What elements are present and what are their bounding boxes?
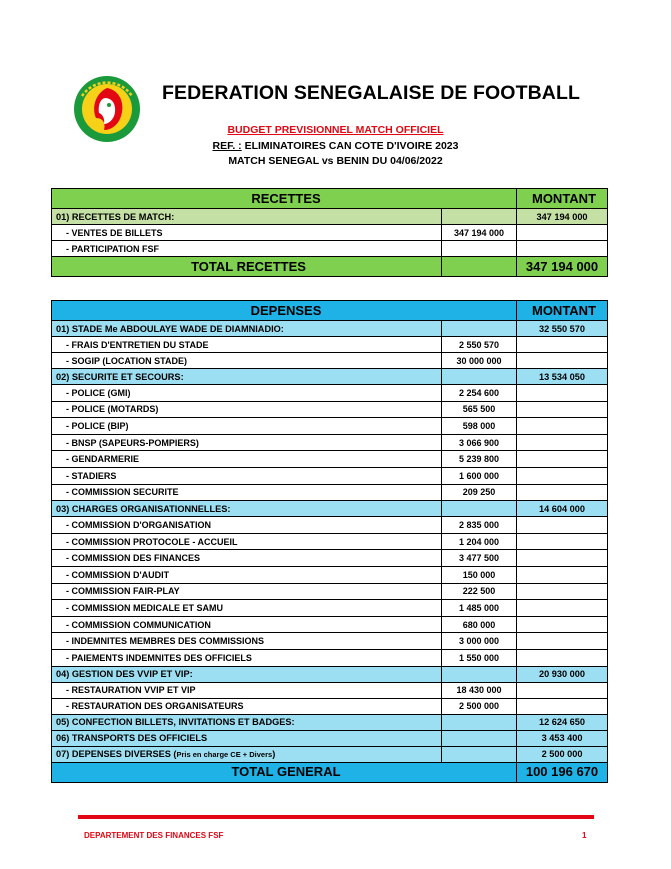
table-row	[52, 337, 608, 353]
depenses-section-row	[52, 501, 608, 517]
section-label: 04) GESTION DES VVIP ET VIP:	[52, 666, 442, 682]
recettes-header-label: RECETTES	[52, 189, 517, 209]
item-amount: 150 000	[442, 566, 517, 583]
item-amount: 565 500	[442, 401, 517, 418]
recettes-total-row	[52, 257, 608, 277]
item-amount: 680 000	[442, 616, 517, 633]
item-label: - STADIERS	[52, 467, 442, 484]
line07-row	[52, 746, 608, 762]
item-label: - SOGIP (LOCATION STADE)	[52, 353, 442, 369]
item-amount: 347 194 000	[442, 225, 517, 241]
depenses-table	[51, 300, 608, 783]
item-amount: 3 066 900	[442, 434, 517, 451]
section-label: 03) CHARGES ORGANISATIONNELLES:	[52, 501, 442, 517]
reference-line	[0, 140, 671, 152]
item-amount	[442, 241, 517, 257]
item-label: - COMMISSION PROTOCOLE - ACCUEIL	[52, 533, 442, 550]
table-row	[52, 649, 608, 666]
table-row	[52, 241, 608, 257]
line07-amount: 2 500 000	[517, 746, 608, 762]
table-row	[52, 484, 608, 501]
depenses-header-label: DEPENSES	[52, 301, 517, 321]
item-label: - PAIEMENTS INDEMNITES DES OFFICIELS	[52, 649, 442, 666]
line05-label: 05) CONFECTION BILLETS, INVITATIONS ET BADGES:	[52, 714, 442, 730]
section-label: 02) SECURITE ET SECOURS:	[52, 369, 442, 385]
table-row	[52, 434, 608, 451]
item-amount: 2 500 000	[442, 698, 517, 714]
depenses-total-row	[52, 762, 608, 782]
depenses-header-row	[52, 301, 608, 321]
item-label: - RESTAURATION VVIP ET VIP	[52, 682, 442, 698]
item-label: - POLICE (GMI)	[52, 385, 442, 402]
item-label: - RESTAURATION DES ORGANISATEURS	[52, 698, 442, 714]
ref-label: REF. :	[212, 140, 242, 152]
section-amount: 32 550 570	[517, 321, 608, 337]
recettes-table	[51, 188, 608, 277]
depenses-header-amount: MONTANT	[517, 301, 608, 321]
section-amount: 20 930 000	[517, 666, 608, 682]
footer-divider	[78, 815, 594, 819]
item-label: - PARTICIPATION FSF	[52, 241, 442, 257]
item-label: - COMMISSION MEDICALE ET SAMU	[52, 600, 442, 617]
budget-title: BUDGET PREVISIONNEL MATCH OFFICIEL	[227, 124, 444, 136]
item-label: - POLICE (BIP)	[52, 418, 442, 435]
item-amount: 209 250	[442, 484, 517, 501]
depenses-section-row	[52, 666, 608, 682]
item-label: - VENTES DE BILLETS	[52, 225, 442, 241]
item-label: - GENDARMERIE	[52, 451, 442, 468]
table-row	[52, 467, 608, 484]
table-row	[52, 698, 608, 714]
item-amount: 2 835 000	[442, 517, 517, 534]
item-label: - COMMISSION D'ORGANISATION	[52, 517, 442, 534]
item-amount: 3 477 500	[442, 550, 517, 567]
table-row	[52, 517, 608, 534]
total-amount: 100 196 670	[517, 762, 608, 782]
item-amount: 222 500	[442, 583, 517, 600]
line05-row	[52, 714, 608, 730]
total-label: TOTAL GENERAL	[52, 762, 517, 782]
table-row	[52, 385, 608, 402]
line07-label: 07) DEPENSES DIVERSES (Pris en charge CE + Divers)	[52, 746, 442, 762]
table-row	[52, 418, 608, 435]
item-amount: 598 000	[442, 418, 517, 435]
match-line: MATCH SENEGAL vs BENIN DU 04/06/2022	[228, 155, 443, 167]
item-label: - COMMISSION COMMUNICATION	[52, 616, 442, 633]
item-label: - POLICE (MOTARDS)	[52, 401, 442, 418]
item-label: - COMMISSION SECURITE	[52, 484, 442, 501]
line06-amount: 3 453 400	[517, 730, 608, 746]
item-amount: 1 600 000	[442, 467, 517, 484]
table-row	[52, 583, 608, 600]
recettes-section-row	[52, 209, 608, 225]
footer-department: DEPARTEMENT DES FINANCES FSF	[84, 831, 224, 840]
table-row	[52, 566, 608, 583]
table-row	[52, 401, 608, 418]
item-amount: 2 254 600	[442, 385, 517, 402]
item-amount: 1 204 000	[442, 533, 517, 550]
table-row	[52, 633, 608, 650]
recettes-header-row	[52, 189, 608, 209]
section-amount: 13 534 050	[517, 369, 608, 385]
table-row	[52, 550, 608, 567]
section-amount: 347 194 000	[517, 209, 608, 225]
item-label: - COMMISSION FAIR-PLAY	[52, 583, 442, 600]
total-amount: 347 194 000	[517, 257, 608, 277]
organization-title: FEDERATION SENEGALAISE DE FOOTBALL	[162, 82, 580, 104]
item-amount: 18 430 000	[442, 682, 517, 698]
item-amount: 30 000 000	[442, 353, 517, 369]
item-label: - COMMISSION DES FINANCES	[52, 550, 442, 567]
item-label: - COMMISSION D'AUDIT	[52, 566, 442, 583]
line07-note: Pris en charge CE + Divers	[176, 749, 273, 759]
line05-amount: 12 624 650	[517, 714, 608, 730]
table-row	[52, 616, 608, 633]
ref-text: ELIMINATOIRES CAN COTE D'IVOIRE 2023	[244, 140, 459, 152]
item-amount: 1 485 000	[442, 600, 517, 617]
line06-label: 06) TRANSPORTS DES OFFICIELS	[52, 730, 442, 746]
section-amount: 14 604 000	[517, 501, 608, 517]
item-amount: 3 000 000	[442, 633, 517, 650]
table-row	[52, 353, 608, 369]
item-label: - INDEMNITES MEMBRES DES COMMISSIONS	[52, 633, 442, 650]
page-number: 1	[582, 831, 587, 840]
recettes-header-amount: MONTANT	[517, 189, 608, 209]
table-row	[52, 600, 608, 617]
table-row	[52, 225, 608, 241]
item-amount: 2 550 570	[442, 337, 517, 353]
item-amount: 1 550 000	[442, 649, 517, 666]
total-label: TOTAL RECETTES	[52, 257, 442, 277]
table-row	[52, 682, 608, 698]
section-label: 01) RECETTES DE MATCH:	[52, 209, 442, 225]
line06-row	[52, 730, 608, 746]
item-amount: 5 239 800	[442, 451, 517, 468]
item-label: - FRAIS D'ENTRETIEN DU STADE	[52, 337, 442, 353]
item-label: - BNSP (SAPEURS-POMPIERS)	[52, 434, 442, 451]
depenses-section-row	[52, 321, 608, 337]
section-label: 01) STADE Me ABDOULAYE WADE DE DIAMNIADIO:	[52, 321, 442, 337]
table-row	[52, 533, 608, 550]
depenses-section-row	[52, 369, 608, 385]
table-row	[52, 451, 608, 468]
